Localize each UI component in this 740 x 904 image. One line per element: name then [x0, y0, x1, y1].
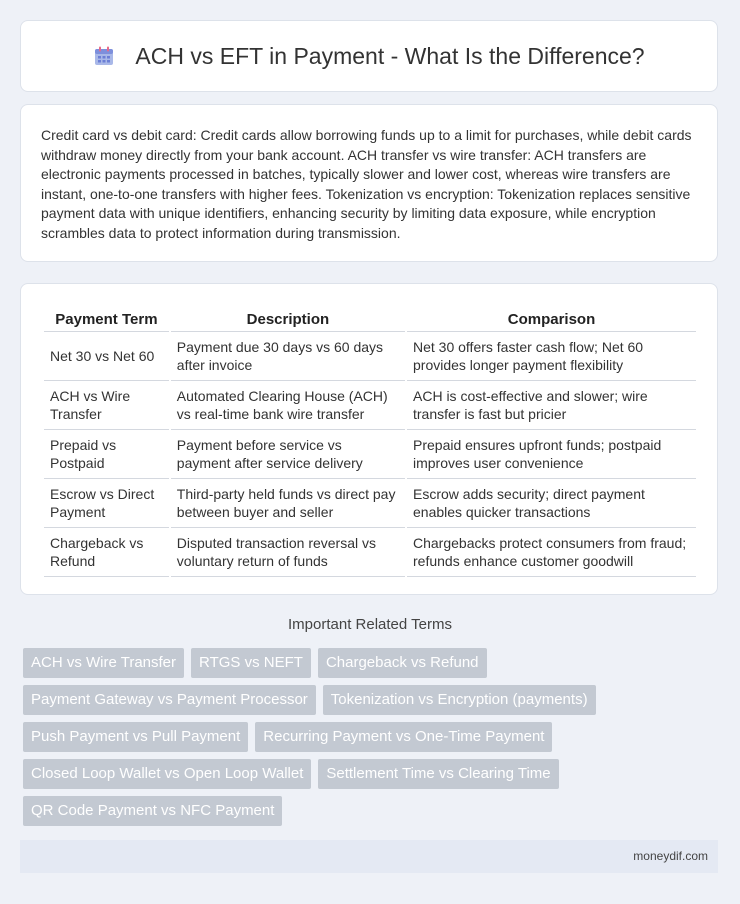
- page-title: ACH vs EFT in Payment - What Is the Difference?: [135, 42, 645, 69]
- summary-text: Credit card vs debit card: Credit cards allow borrowing funds up to a limit for purchases, while debit cards withdraw money directly from your bank account. ACH transfer vs wire transfer: ACH transfers are electronic payments processed in batches, typically slower and lower cost, whereas wire transfers are instant, one-to-one transfers with higher fees. Tokenization vs encryption: Tokenization replaces sensitive payment data with unique identifiers, enhancing security by limiting data exposure, while encryption scrambles data to protect information during transmission.: [41, 127, 692, 241]
- related-terms-tags: [23, 648, 723, 833]
- tag-tokenization-vs-encryption[interactable]: Tokenization vs Encryption (payments): [323, 685, 596, 715]
- cell-comparison: Net 30 offers faster cash flow; Net 60 provides longer payment flexibility: [407, 332, 696, 381]
- table-header-row: [44, 303, 696, 332]
- cell-description: Disputed transaction reversal vs voluntary return of funds: [171, 528, 405, 577]
- cell-comparison: Prepaid ensures upfront funds; postpaid improves user convenience: [407, 430, 696, 479]
- header-comparison: Comparison: [407, 303, 696, 332]
- cell-term: Net 30 vs Net 60: [44, 332, 169, 381]
- cell-term: Prepaid vs Postpaid: [44, 430, 169, 479]
- table-card: [20, 283, 718, 595]
- cell-term: Escrow vs Direct Payment: [44, 479, 169, 528]
- tag-push-vs-pull-payment[interactable]: Push Payment vs Pull Payment: [23, 722, 248, 752]
- tag-payment-gateway-vs-processor[interactable]: Payment Gateway vs Payment Processor: [23, 685, 316, 715]
- related-terms-title: Important Related Terms: [288, 616, 452, 633]
- cell-term: Chargeback vs Refund: [44, 528, 169, 577]
- cell-description: Automated Clearing House (ACH) vs real-time bank wire transfer: [171, 381, 405, 430]
- table-row: [44, 332, 696, 381]
- table-row: [44, 430, 696, 479]
- tag-settlement-vs-clearing-time[interactable]: Settlement Time vs Clearing Time: [318, 759, 558, 789]
- tag-ach-vs-wire-transfer[interactable]: ACH vs Wire Transfer: [23, 648, 184, 678]
- tag-row: [23, 722, 723, 752]
- tag-recurring-vs-one-time-payment[interactable]: Recurring Payment vs One-Time Payment: [255, 722, 552, 752]
- tag-row: [23, 796, 723, 826]
- cell-description: Payment due 30 days vs 60 days after invoice: [171, 332, 405, 381]
- tag-row: [23, 685, 723, 715]
- tag-row: [23, 759, 723, 789]
- comparison-table: [42, 303, 698, 577]
- cell-term: ACH vs Wire Transfer: [44, 381, 169, 430]
- footer: [20, 840, 718, 873]
- cell-comparison: Escrow adds security; direct payment enables quicker transactions: [407, 479, 696, 528]
- cell-description: Third-party held funds vs direct pay between buyer and seller: [171, 479, 405, 528]
- title-card: [20, 20, 718, 92]
- tag-closed-vs-open-loop-wallet[interactable]: Closed Loop Wallet vs Open Loop Wallet: [23, 759, 311, 789]
- cell-comparison: ACH is cost-effective and slower; wire transfer is fast but pricier: [407, 381, 696, 430]
- summary-card: [20, 104, 718, 262]
- header-description: Description: [171, 303, 405, 332]
- calendar-icon: [93, 45, 115, 67]
- tag-chargeback-vs-refund[interactable]: Chargeback vs Refund: [318, 648, 487, 678]
- table-row: [44, 528, 696, 577]
- tag-qr-vs-nfc-payment[interactable]: QR Code Payment vs NFC Payment: [23, 796, 282, 826]
- footer-site-link[interactable]: moneydif.com: [633, 849, 708, 863]
- header-payment-term: Payment Term: [44, 303, 169, 332]
- cell-comparison: Chargebacks protect consumers from fraud; refunds enhance customer goodwill: [407, 528, 696, 577]
- cell-description: Payment before service vs payment after service delivery: [171, 430, 405, 479]
- title-row: [21, 21, 717, 91]
- tag-row: [23, 648, 723, 678]
- table-row: [44, 479, 696, 528]
- tag-rtgs-vs-neft[interactable]: RTGS vs NEFT: [191, 648, 311, 678]
- table-row: [44, 381, 696, 430]
